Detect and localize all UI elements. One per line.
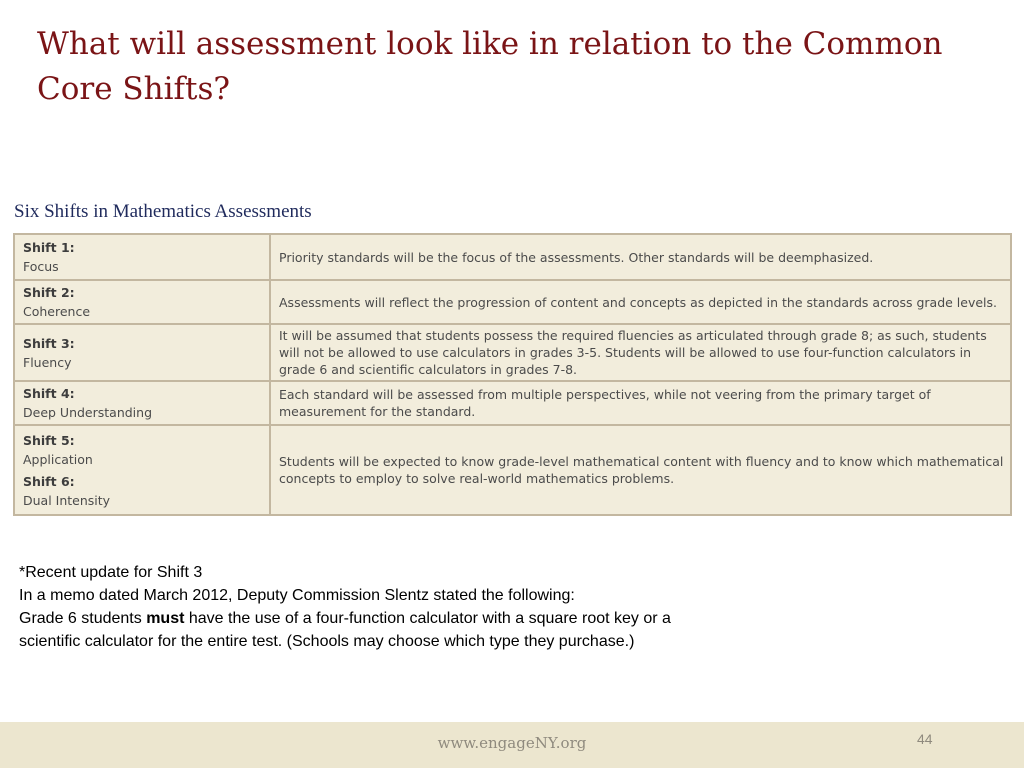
shift-number: Shift 3:	[23, 335, 75, 351]
shift-name: Focus	[23, 259, 59, 274]
shift3-update-note	[19, 561, 699, 653]
shift-cell	[14, 425, 270, 515]
shift-name: Application	[23, 451, 93, 467]
shift-number: Shift 6:	[23, 473, 75, 489]
slide-title: What will assessment look like in relation to the Common Core Shifts?	[37, 26, 943, 107]
shift-description: It will be assumed that students possess the required fluencies as articulated through grade 8; as such, students will not be allowed to use calculators in grades 3-5. Students will be allowed to use four-function calculators in grade 6 and scientific calculators in grades 7-8.	[270, 324, 1011, 381]
table-row	[14, 425, 1011, 515]
shift-description: Students will be expected to know grade-level mathematical content with fluency and to know which mathematical concepts to employ to solve real-world mathematics problems.	[270, 425, 1011, 515]
shifts-table	[13, 233, 1012, 516]
shift-name: Dual Intensity	[23, 492, 111, 508]
note-emphasis: must	[146, 610, 185, 627]
table-row	[14, 234, 1011, 280]
note-text: have the use of a four-function calculator with a square root key or a scientific calculator for the entire test. (Schools may choose which type they purchase.)	[19, 610, 671, 650]
slide-footer	[0, 722, 1024, 768]
table-row	[14, 381, 1011, 425]
note-heading: *Recent update for Shift 3	[19, 564, 203, 581]
shift-name: Coherence	[23, 304, 91, 319]
shift-number: Shift 4:	[23, 386, 75, 401]
shift-number: Shift 2:	[23, 285, 75, 300]
footer-url: www.engageNY.org	[437, 734, 587, 752]
note-text: Grade 6 students	[19, 610, 147, 627]
page-number: 44	[917, 731, 933, 747]
table-row	[14, 280, 1011, 324]
table-caption: Six Shifts in Mathematics Assessments	[14, 201, 312, 222]
shift-number: Shift 5:	[23, 432, 75, 448]
table-row	[14, 324, 1011, 381]
shift-cell	[14, 381, 270, 425]
shift-number: Shift 1:	[23, 240, 75, 255]
shift-cell	[14, 324, 270, 381]
shift-name: Fluency	[23, 354, 72, 370]
note-body	[19, 607, 699, 653]
shift-description: Each standard will be assessed from multiple perspectives, while not veering from the primary target of measurement for the standard.	[270, 381, 1011, 425]
shift-description: Priority standards will be the focus of the assessments. Other standards will be deemphasized.	[270, 234, 1011, 280]
shift-description: Assessments will reflect the progression of content and concepts as depicted in the standards across grade levels.	[270, 280, 1011, 324]
shift-cell	[14, 280, 270, 324]
note-line: In a memo dated March 2012, Deputy Commission Slentz stated the following:	[19, 587, 575, 604]
shift-name: Deep Understanding	[23, 405, 153, 420]
shift-cell	[14, 234, 270, 280]
